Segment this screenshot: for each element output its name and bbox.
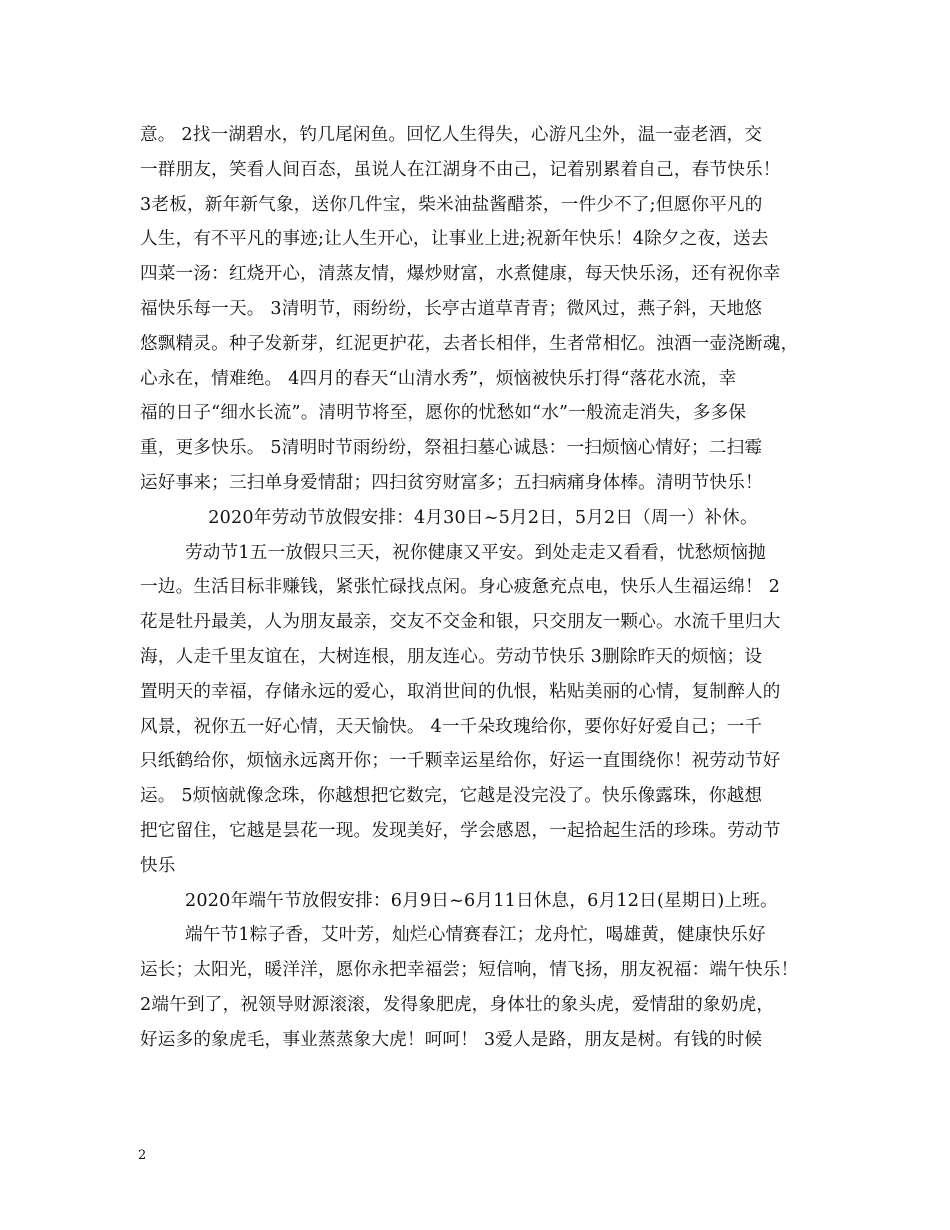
text-line: 悠飘精灵。种子发新芽，红泥更护花，去者长相伴，生者常相忆。浊酒一壶浇断魂， <box>140 333 799 354</box>
text-line: 一边。生活目标非赚钱，紧张忙碌找点闲。身心疲惫充点电，快乐人生福运绵！ 2 <box>140 577 780 598</box>
text-line: 好运多的象虎毛，事业蒸蒸象大虎！呵呵！ 3爱人是路，朋友是树。有钱的时候 <box>140 1029 763 1050</box>
text-line: 四菜一汤：红烧开心，清蒸友情，爆炒财富，水煮健康，每天快乐汤，还有祝你幸 <box>140 264 781 285</box>
text-line: 快乐 <box>140 855 176 876</box>
text-line: 置明天的幸福，存储永远的爱心，取消世间的仇恨，粘贴美丽的心情，复制醉人的 <box>140 681 781 702</box>
text-line: 心永在，情难绝。 4四月的春天“山清水秀”，烦恼被快乐打得“落花水流，幸 <box>140 368 737 389</box>
text-line: 把它留住，它越是昙花一现。发现美好，学会感恩，一起拾起生活的珍珠。劳动节 <box>140 820 781 841</box>
section-heading-labor-day: 2020年劳动节放假安排：4月30日~5月2日，5月2日（周一）补休。 <box>208 507 758 528</box>
text-line: 3老板，新年新气象，送你几件宝，柴米油盐酱醋茶，一件少不了;但愿你平凡的 <box>140 194 763 215</box>
text-line: 一群朋友，笑看人间百态，虽说人在江湖身不由己，记着别累着自己，春节快乐！ <box>140 159 781 180</box>
text-line: 重，更多快乐。 5清明时节雨纷纷，祭祖扫墓心诚恳：一扫烦恼心情好；二扫霉 <box>140 438 763 459</box>
text-line: 运长；太阳光，暖洋洋，愿你永把幸福尝；短信响，情飞扬，朋友祝福：端午快乐！ <box>140 960 799 981</box>
text-line: 运好事来；三扫单身爱情甜；四扫贫穷财富多；五扫病痛身体棒。清明节快乐！ <box>140 472 763 493</box>
text-line: 端午节1粽子香，艾叶芳，灿烂心情赛春江；龙舟忙，喝雄黄，健康快乐好 <box>185 925 766 946</box>
text-line: 福的日子“细水长流”。清明节将至，愿你的忧愁如“水”一般流走消失，多多保 <box>140 403 747 424</box>
text-line: 海，人走千里友谊在，大树连根，朋友连心。劳动节快乐 3删除昨天的烦恼；设 <box>140 646 763 667</box>
section-heading-dragon-boat: 2020年端午节放假安排：6月9日~6月11日休息，6月12日(星期日)上班。 <box>185 890 778 911</box>
text-line: 只纸鹤给你，烦恼永远离开你；一千颗幸运星给你，好运一直围绕你！祝劳动节好 <box>140 751 781 772</box>
text-line: 劳动节1五一放假只三天，祝你健康又平安。到处走走又看看，忧愁烦恼抛 <box>185 542 766 563</box>
text-line: 2端午到了，祝领导财源滚滚，发得象肥虎，身体壮的象头虎，爱情甜的象奶虎， <box>140 994 775 1015</box>
text-line: 花是牡丹最美，人为朋友最亲，交友不交金和银，只交朋友一颗心。水流千里归大 <box>140 612 781 633</box>
text-line: 福快乐每一天。 3清明节，雨纷纷，长亭古道草青青；微风过，燕子斜，天地悠 <box>140 298 763 319</box>
text-line: 人生，有不平凡的事迹;让人生开心，让事业上进;祝新年快乐！4除夕之夜，送去 <box>140 229 769 250</box>
text-line: 意。 2找一湖碧水，钓几尾闲鱼。回忆人生得失，心游凡尘外，温一壶老酒，交 <box>140 125 763 145</box>
page-number: 2 <box>138 1148 147 1163</box>
body-text <box>140 118 826 1058</box>
text-line: 运。 5烦恼就像念珠，你越想把它数完，它越是没完没了。快乐像露珠，你越想 <box>140 786 763 807</box>
text-line: 风景，祝你五一好心情，天天愉快。 4一千朵玫瑰给你，要你好好爱自己；一千 <box>140 716 763 737</box>
